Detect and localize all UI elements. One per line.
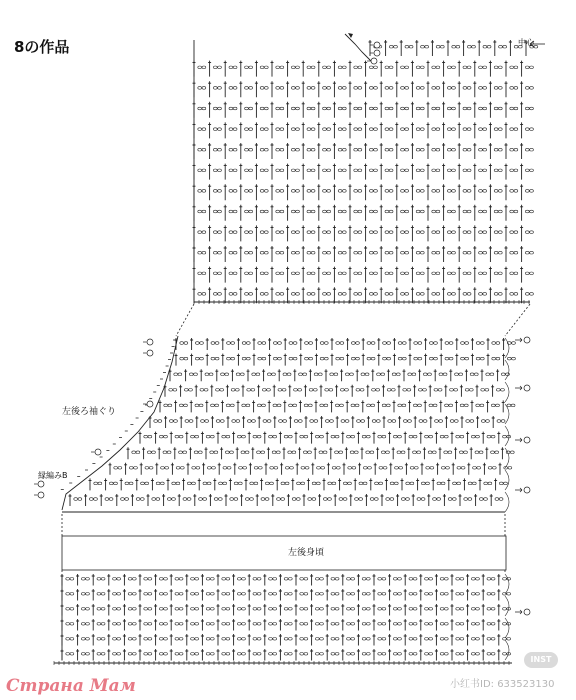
body-label: 左後身頃 xyxy=(288,548,325,558)
watermark-badge: INST xyxy=(524,652,558,668)
watermark-site: Страна Мам xyxy=(6,676,136,696)
edging-label: 縁編みB xyxy=(38,471,68,480)
armhole-label: 左後ろ袖ぐり xyxy=(62,407,117,417)
page-title: 8の作品 xyxy=(14,38,70,56)
center-label: 中心 xyxy=(518,38,534,47)
watermark-id: 小红书ID: 633523130 xyxy=(450,679,555,690)
hem-grid xyxy=(54,574,512,665)
connector-lines xyxy=(62,41,545,574)
body-grid xyxy=(61,336,516,570)
upper-yoke-grid xyxy=(193,33,538,304)
